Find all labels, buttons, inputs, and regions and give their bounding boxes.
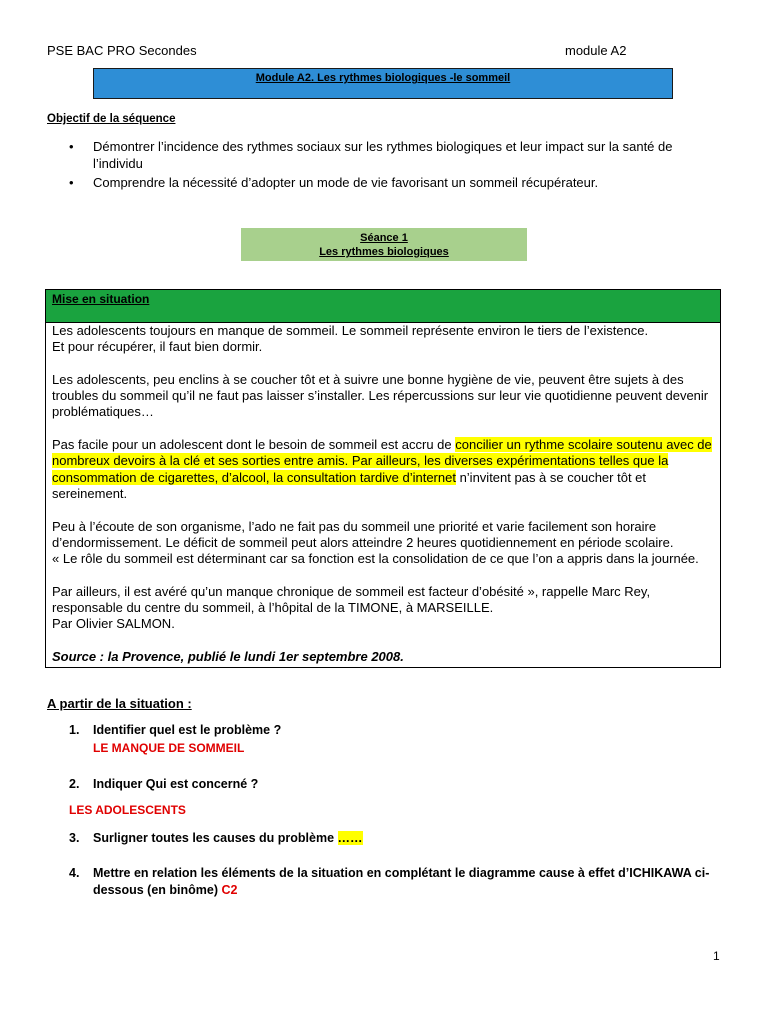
question-number: 3. <box>69 831 80 845</box>
question-text <box>93 865 719 899</box>
objectif-item-text: Démontrer l’incidence des rythmes sociaux sur les rythmes biologiques et leur impact sur la santé de l’individu <box>93 139 673 171</box>
page-number: 1 <box>713 949 720 963</box>
situation-para: Et pour récupérer, il faut bien dormir. <box>52 339 263 355</box>
bullet-icon: • <box>69 175 74 190</box>
situation-body <box>46 323 720 665</box>
objectif-title: Objectif de la séquence <box>47 113 176 125</box>
situation-source: Source : la Provence, publié le lundi 1er septembre 2008. <box>52 648 404 664</box>
situation-title: Mise en situation <box>46 290 720 323</box>
question-number: 1. <box>69 723 80 737</box>
situation-para <box>52 437 714 502</box>
question-3-text: Surligner toutes les causes du problème <box>93 831 338 845</box>
objectif-item <box>69 138 709 172</box>
header-right: module A2 <box>565 43 627 58</box>
seance-box <box>241 228 527 261</box>
seance-number: Séance 1 <box>360 232 408 244</box>
highlight-sample: …… <box>337 831 363 845</box>
highlighted-causes: concilier un rythme scolaire soutenu avec de nombreux devoirs à la clé et ses sorties entre amis. Par ailleurs, les diverses expérimentations telles que la consommation de cigarettes, d’alcool, la consultation tardive d’internet <box>52 437 712 485</box>
question-number: 4. <box>69 866 80 880</box>
objectif-item <box>69 174 709 191</box>
answer-2: LES ADOLESCENTS <box>69 803 186 817</box>
bullet-icon: • <box>69 139 74 154</box>
module-title-box: Module A2. Les rythmes biologiques -le sommeil <box>93 68 673 99</box>
situation-text: Pas facile pour un adolescent dont le besoin de sommeil est accru de <box>52 437 456 453</box>
header-left: PSE BAC PRO Secondes <box>47 43 197 58</box>
competence-tag: C2 <box>221 883 238 897</box>
objectif-item-text: Comprendre la nécessité d’adopter un mode de vie favorisant un sommeil récupérateur. <box>93 175 599 190</box>
objectif-list <box>69 138 709 193</box>
question-text: Indiquer Qui est concerné ? <box>93 777 259 791</box>
question-text: Identifier quel est le problème ? <box>93 723 282 737</box>
question-number: 2. <box>69 777 80 791</box>
situation-para: Par Olivier SALMON. <box>52 616 175 632</box>
question-4-text: Mettre en relation les éléments de la situation en complétant le diagramme cause à effet d’ICHIKAWA ci-dessous (en binôme) <box>93 866 710 897</box>
question-text <box>93 830 363 847</box>
situation-para: Par ailleurs, il est avéré qu’un manque chronique de sommeil est facteur d’obésité », rappelle Marc Rey, responsable du centre du sommeil, à l’hôpital de la TIMONE, à MARSEILLE. <box>52 583 651 616</box>
situation-box <box>45 289 721 668</box>
situation-para: Les adolescents, peu enclins à se coucher tôt et à suivre une bonne hygiène de vie, peuvent être sujets à des troubles du sommeil qu’il ne faut pas laisser s’installer. Les répercussions sur leur vie quotidienne peuvent devenir problématiques… <box>52 371 709 420</box>
situation-para: Peu à l’écoute de son organisme, l’ado ne fait pas du sommeil une priorité et varie facilement son horaire d’endormissement. Le déficit de sommeil peut alors atteindre 2 heures quotidiennement en période scolaire. <box>52 518 674 550</box>
situation-para: « Le rôle du sommeil est déterminant car sa fonction est la consolidation de ce que l’on a appris dans la journée. <box>52 551 699 567</box>
situation-para: Les adolescents toujours en manque de sommeil. Le sommeil représente environ le tiers de l’existence. <box>52 323 649 338</box>
seance-title: Les rythmes biologiques <box>319 246 449 258</box>
question-1 <box>69 722 719 739</box>
answer-1: LE MANQUE DE SOMMEIL <box>93 741 245 755</box>
situation-text: n’invitent pas à se coucher tôt et sereinement. <box>52 469 647 501</box>
question-3 <box>69 830 719 847</box>
question-2 <box>69 776 719 793</box>
question-4 <box>69 865 719 899</box>
questions-title: A partir de la situation : <box>47 696 192 711</box>
